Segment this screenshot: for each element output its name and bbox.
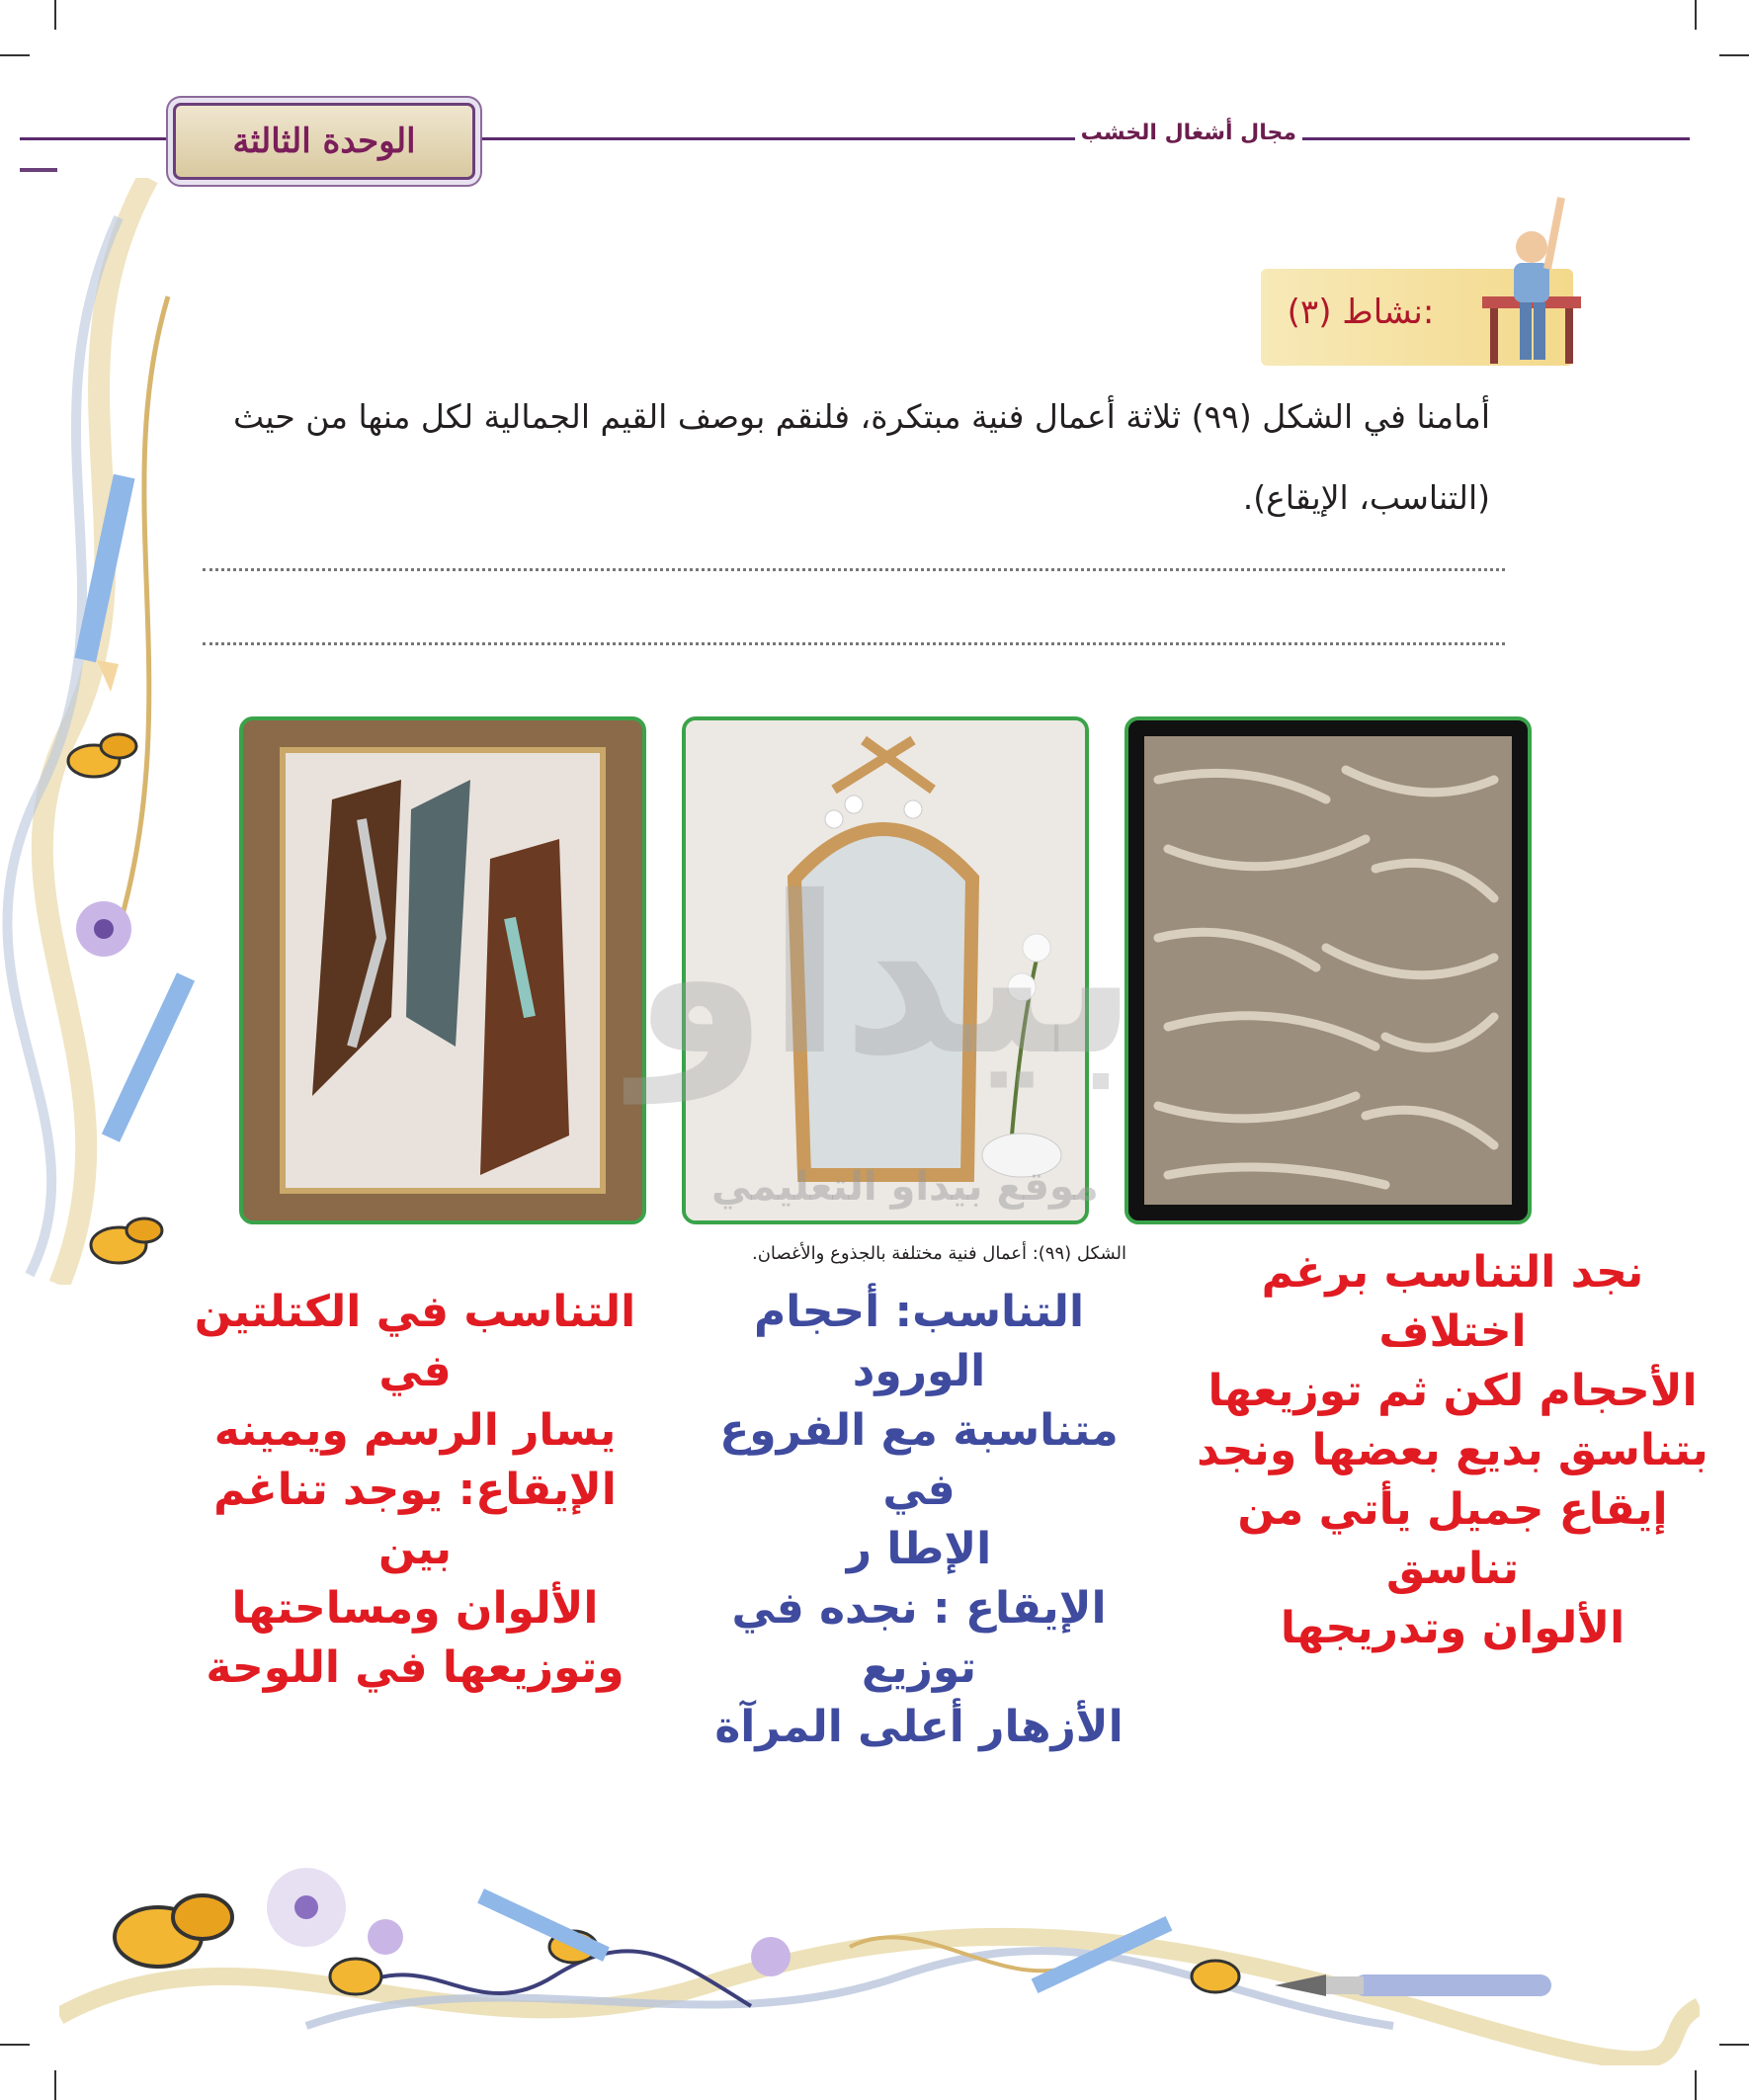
crop-mark — [0, 54, 30, 56]
flower-icon — [76, 901, 131, 957]
butterfly-icon — [330, 1959, 381, 1994]
paintbrush-icon — [1275, 1974, 1551, 1996]
crop-mark — [54, 2070, 56, 2100]
flower-icon — [368, 1919, 403, 1955]
artwork-bark-collage-image — [239, 716, 646, 1224]
artwork-driftwood-panel-image — [1124, 716, 1532, 1224]
answer-line: إيقاع جميل يأتي من تناسق — [1237, 1484, 1668, 1594]
answer-line: الأزهار أعلى المرآة — [714, 1702, 1124, 1752]
answer-left — [178, 1283, 652, 1698]
answer-line: التناسب في الكتلتين في — [194, 1287, 636, 1396]
answer-line: التناسب: أحجام الورود — [753, 1287, 1085, 1396]
decorative-bottom-border — [59, 1868, 1700, 2065]
butterfly-icon — [91, 1218, 162, 1263]
answer-right — [1186, 1243, 1719, 1658]
pencil-icon — [102, 972, 195, 1142]
flower-icon — [751, 1937, 791, 1976]
crop-mark — [1719, 54, 1749, 56]
crop-mark — [54, 0, 56, 30]
answer-line: الأحجام لكن ثم توزيعها — [1208, 1366, 1698, 1416]
answer-line-1 — [203, 568, 1505, 571]
answer-line: الإيقاع : نجده في توزيع — [731, 1583, 1107, 1693]
answer-line: نجد التناسب برغم اختلاف — [1261, 1247, 1644, 1357]
answer-line: يسار الرسم ويمينه — [213, 1405, 617, 1456]
watermark-text: موقع بيداو التعليمي — [711, 1164, 1099, 1210]
crop-mark — [1695, 2070, 1697, 2100]
answer-line: بتناسق بديع بعضها ونجد — [1197, 1425, 1708, 1475]
figure-caption: الشكل (٩٩): أعمال فنية مختلفة بالجذوع والأغصان. — [751, 1243, 1126, 1264]
answer-line: الألوان وتدريجها — [1280, 1603, 1625, 1653]
answer-line: متناسبة مع الفروع في — [719, 1405, 1119, 1515]
header-accent-bar — [20, 168, 57, 172]
pencil-icon — [477, 1889, 610, 1962]
answer-line: الألوان ومساحتها — [231, 1583, 599, 1634]
answer-line: الإيقاع: يوجد تناغم بين — [213, 1465, 617, 1574]
watermark-logo: بيداو — [632, 850, 1138, 1103]
instruction-line-2: (التناسب، الإيقاع). — [1242, 478, 1490, 517]
answer-middle — [682, 1283, 1156, 1757]
student-figure-icon — [1462, 188, 1591, 366]
activity-label: نشاط (٣): — [1287, 293, 1435, 332]
crop-mark — [0, 2044, 30, 2046]
crop-mark — [1695, 0, 1697, 30]
butterfly-icon — [68, 734, 136, 777]
instruction-line-1: أمامنا في الشكل (٩٩) ثلاثة أعمال فنية مبتكرة، فلنقم بوصف القيم الجمالية لكل منها من حيث — [232, 397, 1490, 436]
decorative-left-border — [0, 178, 198, 1285]
answer-line-2 — [203, 642, 1505, 645]
butterfly-icon — [115, 1895, 232, 1967]
unit-title: الوحدة الثالثة — [232, 122, 416, 161]
unit-badge — [173, 103, 475, 180]
crop-mark — [1719, 2044, 1749, 2046]
answer-line: وتوزيعها في اللوحة — [206, 1642, 625, 1693]
domain-title: مجال أشغال الخشب — [1075, 121, 1302, 145]
flower-icon — [267, 1868, 346, 1947]
answer-line: الإطا ر — [846, 1524, 992, 1574]
butterfly-icon — [1192, 1961, 1239, 1992]
